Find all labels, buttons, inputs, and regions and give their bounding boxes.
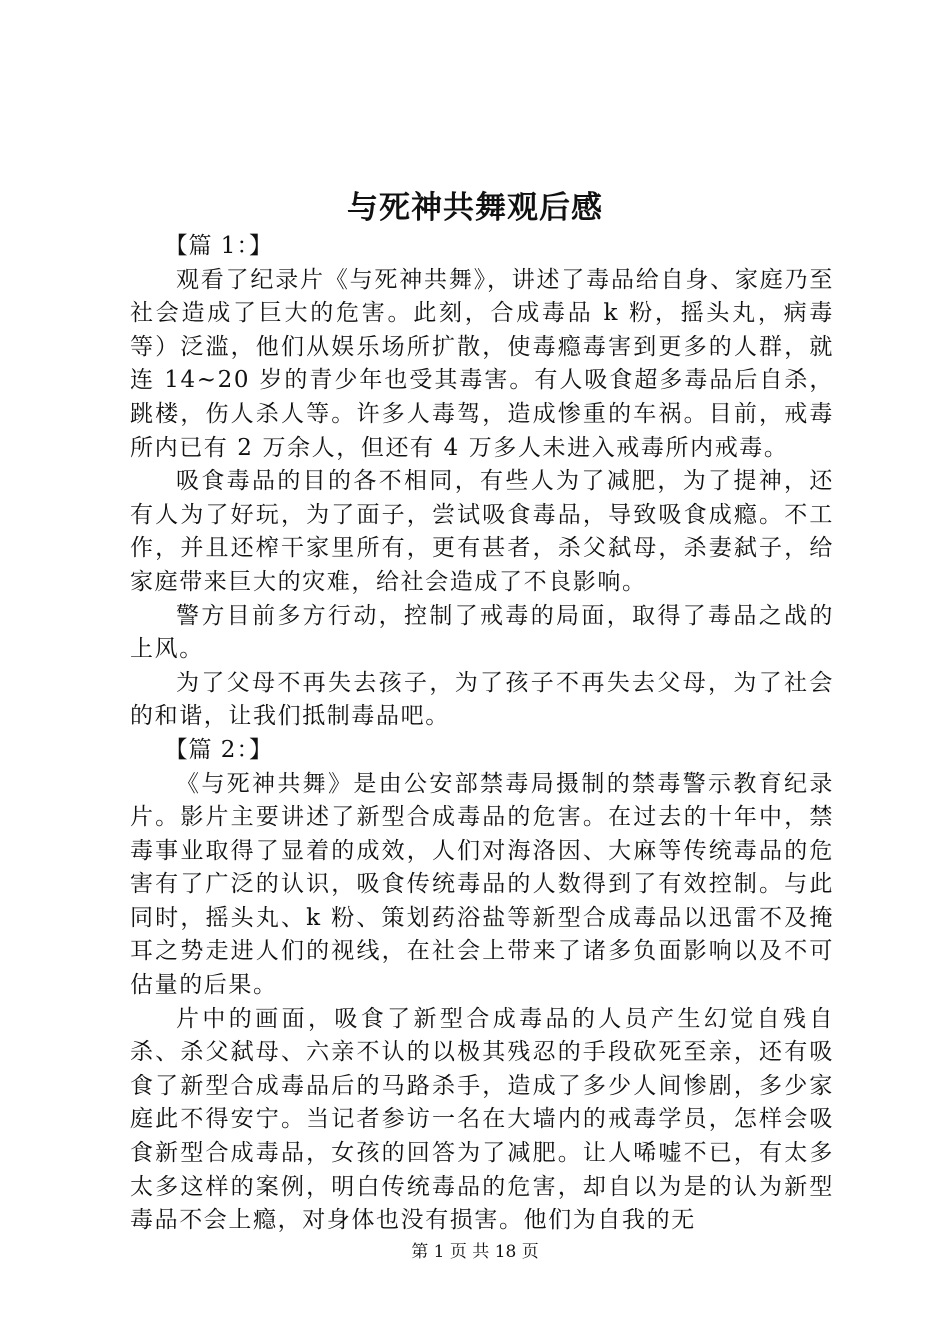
paragraph: 观看了纪录片《与死神共舞》，讲述了毒品给自身、家庭乃至社会造成了巨大的危害。此刻，合成毒品 k 粉，摇头丸，病毒等）泛滥，他们从娱乐场所扩散，使毒瘾毒害到更多的人群，就连 14~20 岁的青少年也受其毒害。有人吸食超多毒品后自杀，跳楼，伤人杀人等。许多人毒驾，造成惨重的车祸。目前，戒毒所内已有 2 万余人，但还有 4 万多人未进入戒毒所内戒毒。 <box>130 266 834 461</box>
section-heading-2: 【篇 2：】 <box>164 736 273 763</box>
section-heading-1: 【篇 1：】 <box>164 233 273 259</box>
paragraph: 为了父母不再失去孩子，为了孩子不再失去父母，为了社会的和谐，让我们抵制毒品吧。 <box>130 669 834 730</box>
document-body <box>130 230 834 1238</box>
page-number-footer: 第 1 页 共 18 页 <box>411 1242 539 1262</box>
paragraph: 吸食毒品的目的各不相同，有些人为了减肥，为了提神，还有人为了好玩，为了面子，尝试吸食毒品，导致吸食成瘾。不工作，并且还榨干家里所有，更有甚者，杀父弑母，杀妻弑子，给家庭带来巨大的灾难，给社会造成了不良影响。 <box>130 468 834 595</box>
document-title: 与死神共舞观后感 <box>347 190 603 226</box>
paragraph: 片中的画面，吸食了新型合成毒品的人员产生幻觉自残自杀、杀父弑母、六亲不认的以极其残忍的手段砍死至亲，还有吸食了新型合成毒品后的马路杀手，造成了多少人间惨剧，多少家庭此不得安宁。当记者参访一名在大墙内的戒毒学员，怎样会吸食新型合成毒品，女孩的回答为了减肥。让人唏嘘不已，有太多太多这样的案例，明白传统毒品的危害，却自以为是的认为新型毒品不会上瘾，对身体也没有损害。他们为自我的无 <box>130 1005 834 1234</box>
paragraph: 警方目前多方行动，控制了戒毒的局面，取得了毒品之战的上风。 <box>130 602 834 663</box>
paragraph: 《与死神共舞》是由公安部禁毒局摄制的禁毒警示教育纪录片。影片主要讲述了新型合成毒品的危害。在过去的十年中，禁毒事业取得了显着的成效，人们对海洛因、大麻等传统毒品的危害有了广泛的认识，吸食传统毒品的人数得到了有效控制。与此同时，摇头丸、k 粉、策划药浴盐等新型合成毒品以迅雷不及掩耳之势走进人们的视线，在社会上带来了诸多负面影响以及不可估量的后果。 <box>130 770 834 999</box>
